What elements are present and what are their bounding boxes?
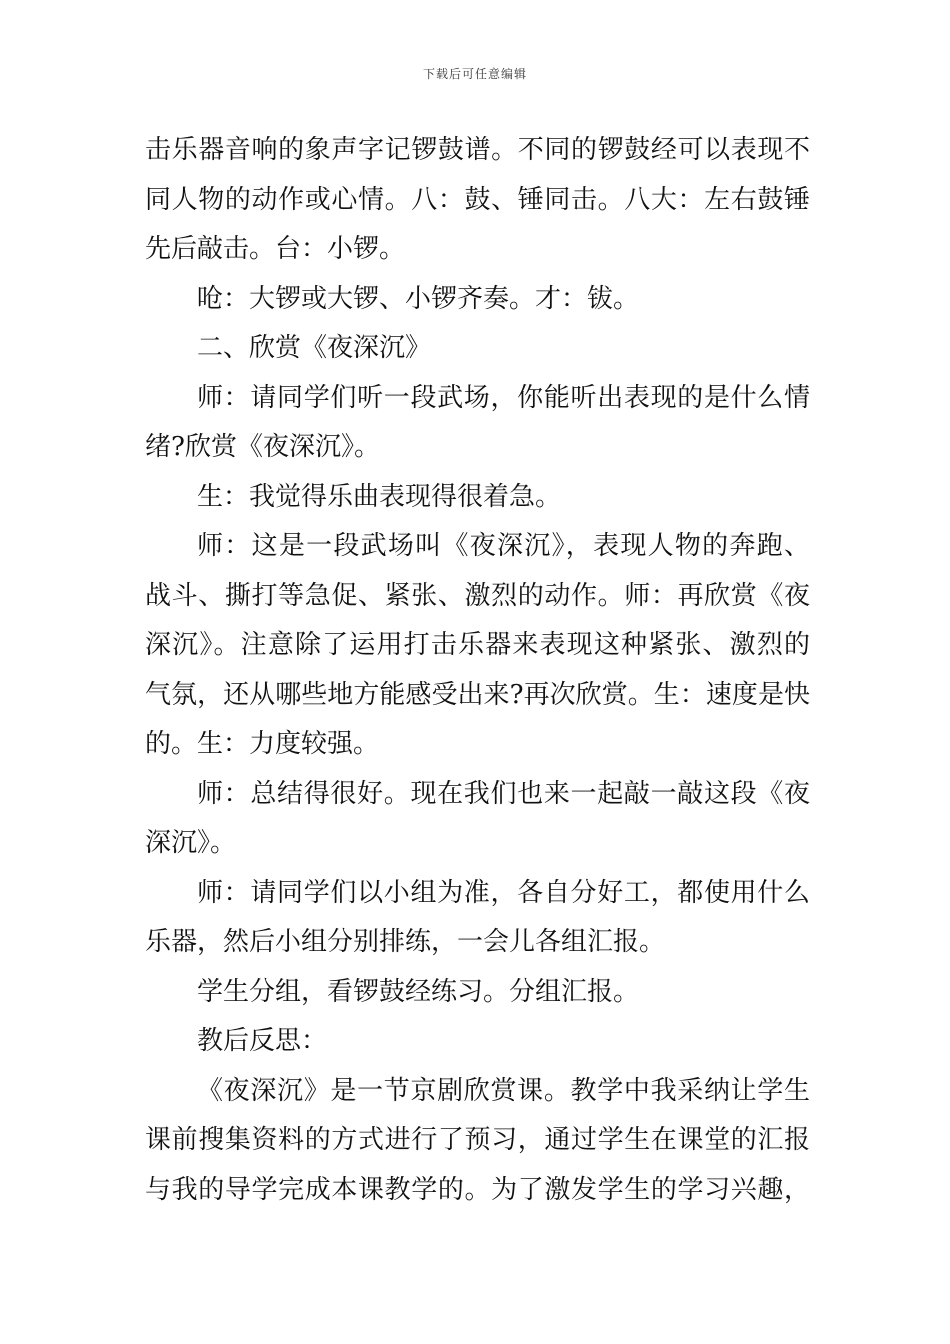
text-line: 师：这是一段武场叫《夜深沉》，表现人物的奔跑、	[197, 531, 810, 561]
text-line: 生：我觉得乐曲表现得很着急。	[197, 481, 562, 512]
paragraph	[145, 522, 810, 770]
text-line: 与我的导学完成本课教学的。为了激发学生的学习兴趣，	[145, 1174, 810, 1205]
text-line: 二、欣赏《夜深沉》	[197, 333, 432, 363]
text-line: 的。生：力度较强。	[145, 729, 380, 759]
paragraph	[145, 473, 810, 523]
text-line: 同人物的动作或心情。八：鼓、锤同击。八大：左右鼓锤	[145, 184, 810, 215]
paragraph	[145, 869, 810, 968]
text-line: 先后敲击。台：小锣。	[145, 234, 406, 264]
text-line: 乐器，然后小组分别排练，一会儿各组汇报。	[145, 927, 666, 957]
page-header: 下载后可任意编辑	[422, 67, 527, 81]
paragraph	[145, 275, 810, 325]
section-heading	[145, 1017, 810, 1067]
text-line: 战斗、撕打等急促、紧张、激烈的动作。师：再欣赏《夜	[145, 580, 810, 611]
text-line: 教后反思：	[197, 1026, 328, 1056]
text-line: 深沉》。	[145, 828, 237, 858]
text-line: 师：总结得很好。现在我们也来一起敲一敲这段《夜	[197, 778, 810, 809]
text-line: 课前搜集资料的方式进行了预习，通过学生在课堂的汇报	[145, 1125, 810, 1155]
paragraph	[145, 770, 810, 869]
paragraph	[145, 968, 810, 1018]
document-body	[145, 126, 810, 1215]
paragraph	[145, 126, 810, 275]
text-line: 绪?欣赏《夜深沉》。	[145, 432, 380, 462]
text-line: 呛：大锣或大锣、小锣齐奏。才：钹。	[197, 283, 640, 314]
paragraph	[145, 1067, 810, 1216]
text-line: 《夜深沉》是一节京剧欣赏课。教学中我采纳让学生	[197, 1075, 810, 1106]
text-line: 气氛，还从哪些地方能感受出来?再次欣赏。生：速度是快	[145, 679, 810, 710]
text-line: 击乐器音响的象声字记锣鼓谱。不同的锣鼓经可以表现不	[145, 135, 810, 165]
text-line: 深沉》。注意除了运用打击乐器来表现这种紧张、激烈的	[145, 630, 810, 660]
text-line: 师：请同学们听一段武场，你能听出表现的是什么情	[197, 382, 810, 413]
text-line: 学生分组，看锣鼓经练习。分组汇报。	[197, 976, 640, 1007]
section-heading	[145, 324, 810, 374]
paragraph	[145, 374, 810, 473]
text-line: 师：请同学们以小组为准，各自分好工，都使用什么	[197, 877, 810, 908]
